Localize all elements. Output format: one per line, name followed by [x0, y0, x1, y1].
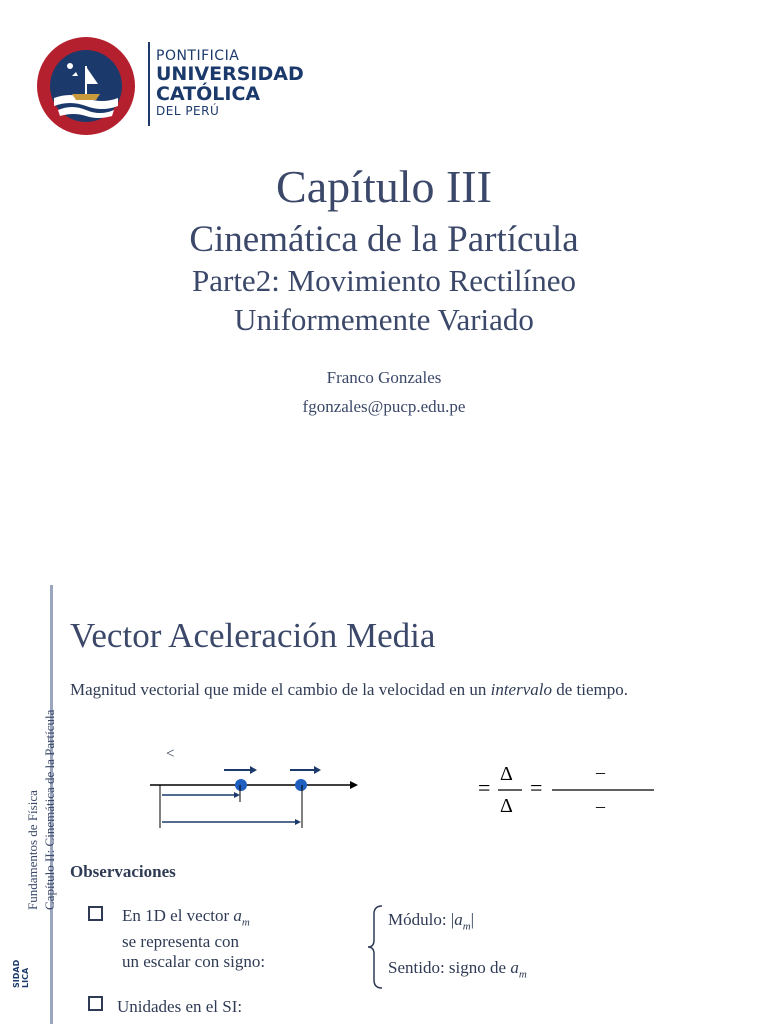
position-vector-2-head-icon: [295, 819, 301, 825]
bullet-1d-vector: [88, 906, 266, 972]
sidebar-caption: [24, 710, 58, 910]
sidebar-course: Fundamentos de Física: [25, 790, 40, 910]
direction-sub: m: [518, 968, 527, 981]
velocity-arrow-1-head-icon: [250, 766, 257, 774]
formula-equals-1: =: [478, 775, 491, 800]
bullet-1-line-1: En 1D el vector: [122, 906, 234, 925]
bullet-1d-text: [122, 906, 352, 972]
part-title-line-2: Uniformemente Variado: [234, 302, 534, 337]
velocity-arrow-2-head-icon: [314, 766, 321, 774]
bullet-1-line-3: un escalar con signo:: [122, 952, 266, 972]
formula-delta-top: Δ: [500, 763, 513, 785]
direction-description: [388, 958, 527, 980]
bullet-1-var: a: [233, 906, 242, 925]
formula-minus-bottom: –: [596, 796, 605, 816]
bullet-si-units: [88, 996, 242, 1017]
bullet-1-line-2: se representa con: [122, 932, 240, 952]
direction-var: a: [510, 958, 519, 977]
logo-divider: [148, 42, 150, 126]
checkbox-bullet-icon: [88, 906, 103, 921]
logo-line-4: DEL PERÚ: [156, 104, 220, 118]
module-var: a: [454, 910, 463, 929]
description-text-end: de tiempo.: [552, 680, 629, 699]
content-slide: [0, 570, 768, 1024]
logo-line-2: UNIVERSIDAD: [156, 63, 304, 85]
observations-heading: Observaciones: [70, 862, 176, 881]
logo-line-3: CATÓLICA: [156, 83, 261, 105]
logo-line-1: PONTIFICIA: [156, 48, 240, 64]
module-sub: m: [462, 920, 471, 933]
direction-label: Sentido: signo de: [388, 958, 511, 977]
bullet-2-text: Unidades en el SI:: [117, 997, 243, 1016]
university-seal-icon: [36, 36, 136, 136]
sidebar-chapter: Capítulo II: Cinemática de la Partícula: [42, 709, 57, 910]
author-name: Franco Gonzales: [326, 368, 442, 387]
formula-delta-bottom: Δ: [500, 795, 513, 817]
sidebar-logo-line-1: SIDAD: [12, 959, 21, 988]
formula-minus-top: –: [596, 762, 605, 782]
sidebar-logo: [12, 960, 30, 988]
chapter-subtitle: Cinemática de la Partícula: [189, 219, 579, 260]
position-vector-1-head-icon: [234, 792, 240, 798]
description-emphasis: intervalo: [490, 680, 552, 699]
x-axis-arrow-icon: [350, 781, 358, 789]
module-description: Módulo: $|a_m|$: [388, 910, 475, 933]
acceleration-formula: [470, 760, 670, 820]
bullet-1-sub: m: [241, 916, 250, 929]
slide-description: [70, 678, 730, 701]
university-logo: [36, 36, 306, 136]
formula-equals-2: =: [530, 775, 543, 800]
chapter-title: Capítulo III: [276, 161, 492, 212]
diagram-mark: <: [166, 746, 175, 762]
slide-title: Vector Aceleración Media: [70, 616, 436, 655]
part-title-line-1: Parte2: Movimiento Rectilíneo: [192, 263, 576, 298]
author-email: fgonzales@pucp.edu.pe: [302, 397, 466, 416]
checkbox-bullet-icon: [88, 996, 103, 1011]
logo-wordmark: [156, 48, 304, 118]
sidebar-logo-line-2: LICA: [21, 967, 30, 988]
curly-brace-icon: [366, 904, 384, 990]
module-label: Módulo:: [388, 910, 451, 929]
particle-position-1: [235, 779, 247, 791]
motion-diagram: [140, 740, 380, 830]
particle-position-2: [295, 779, 307, 791]
description-text: Magnitud vectorial que mide el cambio de la velocidad en un: [70, 680, 491, 699]
